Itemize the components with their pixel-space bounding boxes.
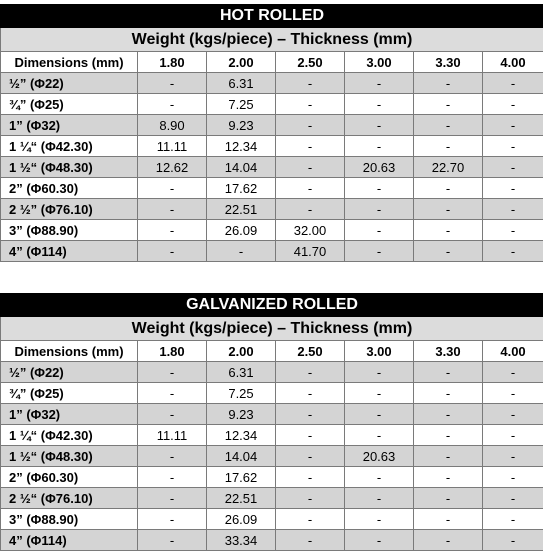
- weight-cell: -: [138, 488, 207, 509]
- table-subtitle: Weight (kgs/piece) – Thickness (mm): [1, 28, 543, 52]
- weight-cell: -: [414, 220, 483, 241]
- weight-cell: -: [276, 530, 345, 551]
- weight-cell: -: [483, 362, 543, 383]
- weight-cell: -: [276, 199, 345, 220]
- table-title: HOT ROLLED: [1, 5, 543, 28]
- column-header: 2.50: [276, 52, 345, 73]
- column-header: 2.50: [276, 341, 345, 362]
- weight-cell: -: [207, 241, 276, 262]
- weight-cell: -: [414, 425, 483, 446]
- weight-cell: -: [345, 178, 414, 199]
- weight-cell: 11.11: [138, 136, 207, 157]
- weight-cell: -: [138, 530, 207, 551]
- weight-cell: -: [276, 509, 345, 530]
- dimension-cell: 1 ½“ (Φ48.30): [1, 157, 138, 178]
- table-row: [1, 199, 543, 220]
- weight-cell: -: [483, 178, 543, 199]
- weight-cell: 22.51: [207, 199, 276, 220]
- weight-cell: -: [345, 94, 414, 115]
- weight-cell: -: [414, 530, 483, 551]
- weight-cell: -: [276, 383, 345, 404]
- weight-cell: 14.04: [207, 157, 276, 178]
- weight-cell: -: [138, 383, 207, 404]
- dimension-cell: 2” (Φ60.30): [1, 467, 138, 488]
- weight-cell: -: [138, 404, 207, 425]
- weight-cell: -: [483, 404, 543, 425]
- table-row: [1, 220, 543, 241]
- weight-cell: -: [483, 115, 543, 136]
- weight-cell: -: [414, 446, 483, 467]
- weight-cell: -: [276, 467, 345, 488]
- weight-cell: -: [345, 404, 414, 425]
- weight-cell: 41.70: [276, 241, 345, 262]
- weight-cell: -: [276, 115, 345, 136]
- column-header: 3.30: [414, 341, 483, 362]
- table-row: [1, 530, 543, 551]
- weight-cell: -: [483, 509, 543, 530]
- weight-cell: -: [414, 241, 483, 262]
- dimension-cell: 3” (Φ88.90): [1, 220, 138, 241]
- column-header: 4.00: [483, 341, 543, 362]
- dimension-cell: 4” (Φ114): [1, 530, 138, 551]
- weight-cell: 20.63: [345, 157, 414, 178]
- weight-cell: -: [483, 467, 543, 488]
- table-row: [1, 73, 543, 94]
- weight-cell: -: [414, 467, 483, 488]
- dimension-cell: 1” (Φ32): [1, 115, 138, 136]
- weight-cell: -: [138, 467, 207, 488]
- weight-cell: -: [483, 488, 543, 509]
- weight-cell: 9.23: [207, 115, 276, 136]
- table-row: [1, 488, 543, 509]
- weight-cell: 12.62: [138, 157, 207, 178]
- dimension-cell: 2 ½” (Φ76.10): [1, 199, 138, 220]
- table-row: [1, 115, 543, 136]
- dimension-cell: ½” (Φ22): [1, 73, 138, 94]
- table-row: [1, 362, 543, 383]
- weight-cell: -: [483, 530, 543, 551]
- dimension-cell: ½” (Φ22): [1, 362, 138, 383]
- weight-cell: 17.62: [207, 467, 276, 488]
- dimension-cell: 1 ¼“ (Φ42.30): [1, 425, 138, 446]
- weight-cell: -: [345, 199, 414, 220]
- column-header: Dimensions (mm): [1, 52, 138, 73]
- weight-cell: -: [345, 220, 414, 241]
- weight-cell: -: [414, 115, 483, 136]
- weight-cell: 12.34: [207, 425, 276, 446]
- weight-cell: -: [276, 94, 345, 115]
- weight-cell: -: [414, 136, 483, 157]
- column-header: 3.00: [345, 341, 414, 362]
- table-subtitle: Weight (kgs/piece) – Thickness (mm): [1, 317, 543, 341]
- weight-cell: -: [483, 199, 543, 220]
- weight-cell: 7.25: [207, 94, 276, 115]
- weight-cell: 12.34: [207, 136, 276, 157]
- weight-cell: -: [414, 488, 483, 509]
- weight-cell: -: [414, 178, 483, 199]
- weight-cell: -: [414, 404, 483, 425]
- dimension-cell: 3” (Φ88.90): [1, 509, 138, 530]
- column-header: 2.00: [207, 52, 276, 73]
- weight-cell: 14.04: [207, 446, 276, 467]
- weight-cell: 22.70: [414, 157, 483, 178]
- dimension-cell: 2” (Φ60.30): [1, 178, 138, 199]
- weight-cell: -: [345, 362, 414, 383]
- column-header: 1.80: [138, 341, 207, 362]
- weight-cell: -: [345, 467, 414, 488]
- header-row: [1, 52, 543, 73]
- galvanized-rolled-table: [0, 293, 543, 551]
- weight-cell: -: [345, 115, 414, 136]
- weight-cell: -: [483, 383, 543, 404]
- column-header: Dimensions (mm): [1, 341, 138, 362]
- weight-cell: -: [138, 241, 207, 262]
- weight-cell: -: [276, 178, 345, 199]
- column-header: 1.80: [138, 52, 207, 73]
- weight-cell: 11.11: [138, 425, 207, 446]
- weight-cell: -: [345, 425, 414, 446]
- weight-cell: -: [414, 199, 483, 220]
- table-row: [1, 178, 543, 199]
- weight-cell: -: [276, 488, 345, 509]
- weight-cell: -: [345, 530, 414, 551]
- weight-cell: -: [138, 509, 207, 530]
- weight-cell: -: [138, 73, 207, 94]
- weight-cell: -: [276, 136, 345, 157]
- weight-cell: 32.00: [276, 220, 345, 241]
- weight-cell: -: [276, 73, 345, 94]
- dimension-cell: 2 ½“ (Φ76.10): [1, 488, 138, 509]
- dimension-cell: ¾” (Φ25): [1, 383, 138, 404]
- weight-cell: -: [414, 73, 483, 94]
- table-row: [1, 157, 543, 178]
- hot-rolled-table: [0, 4, 543, 262]
- weight-cell: -: [345, 136, 414, 157]
- weight-cell: -: [483, 136, 543, 157]
- weight-cell: -: [483, 425, 543, 446]
- weight-cell: -: [345, 383, 414, 404]
- column-header: 2.00: [207, 341, 276, 362]
- dimension-cell: 1 ½“ (Φ48.30): [1, 446, 138, 467]
- weight-cell: 8.90: [138, 115, 207, 136]
- weight-cell: -: [414, 509, 483, 530]
- weight-cell: 7.25: [207, 383, 276, 404]
- weight-cell: -: [138, 362, 207, 383]
- weight-cell: -: [345, 488, 414, 509]
- dimension-cell: 1” (Φ32): [1, 404, 138, 425]
- weight-cell: -: [276, 425, 345, 446]
- weight-cell: -: [138, 199, 207, 220]
- weight-cell: -: [483, 220, 543, 241]
- dimension-cell: 1 ¼“ (Φ42.30): [1, 136, 138, 157]
- weight-cell: -: [483, 241, 543, 262]
- weight-cell: -: [414, 362, 483, 383]
- weight-cell: 26.09: [207, 509, 276, 530]
- weight-cell: -: [276, 157, 345, 178]
- weight-cell: -: [276, 404, 345, 425]
- table-row: [1, 94, 543, 115]
- weight-cell: -: [414, 94, 483, 115]
- weight-cell: -: [414, 383, 483, 404]
- weight-cell: -: [345, 73, 414, 94]
- weight-cell: 26.09: [207, 220, 276, 241]
- weight-cell: 17.62: [207, 178, 276, 199]
- weight-cell: 6.31: [207, 362, 276, 383]
- weight-cell: -: [138, 220, 207, 241]
- table-row: [1, 509, 543, 530]
- weight-cell: -: [276, 446, 345, 467]
- weight-cell: -: [345, 241, 414, 262]
- table-row: [1, 383, 543, 404]
- table-row: [1, 404, 543, 425]
- weight-cell: 9.23: [207, 404, 276, 425]
- table-row: [1, 467, 543, 488]
- weight-cell: 22.51: [207, 488, 276, 509]
- column-header: 3.00: [345, 52, 414, 73]
- dimension-cell: ¾” (Φ25): [1, 94, 138, 115]
- weight-cell: -: [345, 509, 414, 530]
- weight-cell: -: [138, 178, 207, 199]
- table-row: [1, 446, 543, 467]
- weight-cell: -: [483, 157, 543, 178]
- weight-cell: -: [483, 73, 543, 94]
- weight-cell: -: [483, 94, 543, 115]
- table-title: GALVANIZED ROLLED: [1, 294, 543, 317]
- dimension-cell: 4” (Φ114): [1, 241, 138, 262]
- table-row: [1, 136, 543, 157]
- weight-cell: 33.34: [207, 530, 276, 551]
- column-header: 3.30: [414, 52, 483, 73]
- weight-cell: 20.63: [345, 446, 414, 467]
- weight-cell: -: [138, 446, 207, 467]
- weight-cell: -: [138, 94, 207, 115]
- weight-cell: 6.31: [207, 73, 276, 94]
- weight-cell: -: [483, 446, 543, 467]
- table-row: [1, 241, 543, 262]
- table-row: [1, 425, 543, 446]
- weight-cell: -: [276, 362, 345, 383]
- column-header: 4.00: [483, 52, 543, 73]
- header-row: [1, 341, 543, 362]
